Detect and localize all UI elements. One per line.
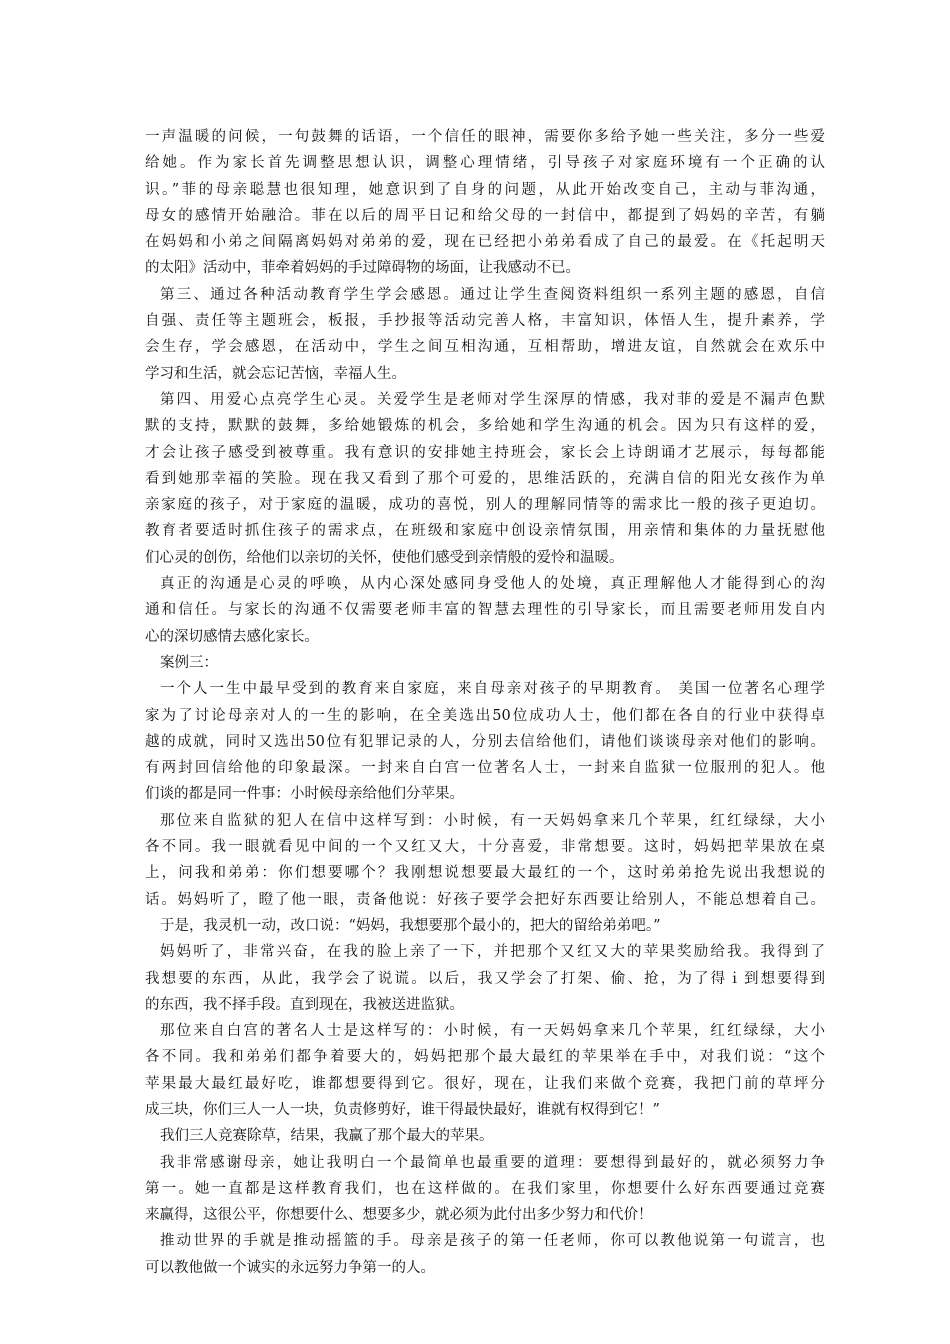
text-line: 识。”菲的母亲聪慧也很知理，她意识到了自身的问题，从此开始改变自己，主动与菲沟通， xyxy=(145,181,825,198)
text-line: 通和信任。与家长的沟通不仅需要老师丰富的智慧去理性的引导家长，而且需要老师用发自内 xyxy=(145,602,825,619)
text-line: 会生存，学会感恩，在活动中，学生之间互相沟通，互相帮助，增进友谊，自然就会在欢乐中 xyxy=(145,339,825,356)
text-line: 心的深切感情去感化家长。 xyxy=(145,628,319,645)
text-line: 越的成就，同时又选出50位有犯罪记录的人，分别去信给他们，请他们谈谈母亲对他们的影响。 xyxy=(145,733,825,750)
text-line: 推动世界的手就是推动摇篮的手。母亲是孩子的第一任老师，你可以教他说第一句谎言，也 xyxy=(160,1233,825,1250)
text-line: 来赢得，这很公平，你想要什么、想要多少，就必须为此付出多少努力和代价！ xyxy=(145,1207,653,1224)
text-line: 才会让孩子感受到被尊重。我有意识的安排她主持班会，家长会上诗朗诵才艺展示，每每都能 xyxy=(145,444,825,461)
text-line: 们心灵的创伤，给他们以亲切的关怀，使他们感受到亲情般的爱怜和温暖。 xyxy=(145,549,624,566)
text-line: 有两封回信给他的印象最深。一封来自白宫一位著名人士，一封来自监狱一位服刑的犯人。他 xyxy=(145,760,825,777)
text-line: 各不同。我一眼就看见中间的一个又红又大，十分喜爱，非常想要。这时，妈妈把苹果放在桌 xyxy=(145,839,825,856)
text-line: 上，问我和弟弟：你们想要哪个？我刚想说想要最大最红的一个，这时弟弟抢先说出我想说的 xyxy=(145,865,825,882)
text-line: 们谈的都是同一件事：小时候母亲给他们分苹果。 xyxy=(145,786,464,803)
text-line: 教育者要适时抓住孩子的需求点，在班级和家庭中创设亲情氛围，用亲情和集体的力量抚慰他 xyxy=(145,523,825,540)
text-line: 那位来自白宫的著名人士是这样写的：小时候，有一天妈妈拿来几个苹果，红红绿绿，大小 xyxy=(160,1023,825,1040)
text-line: 案例三： xyxy=(160,654,218,671)
text-line: 苹果最大最红最好吃，谁都想要得到它。很好，现在，让我们来做个竞赛，我把门前的草坪分 xyxy=(145,1075,825,1092)
text-line: 真正的沟通是心灵的呼唤，从内心深处感同身受他人的处境，真正理解他人才能得到心的沟 xyxy=(160,576,825,593)
text-line: 一个人一生中最早受到的教育来自家庭，来自母亲对孩子的早期教育。 美国一位著名心理学 xyxy=(160,681,825,698)
text-line: 可以教他做一个诚实的永远努力争第一的人。 xyxy=(145,1259,435,1276)
text-line: 我们三人竞赛除草，结果，我赢了那个最大的苹果。 xyxy=(160,1128,494,1145)
text-line: 家为了讨论母亲对人的一生的影响，在全美选出50位成功人士，他们都在各自的行业中获得卓 xyxy=(145,707,825,724)
text-line: 那位来自监狱的犯人在信中这样写到：小时候，有一天妈妈拿来几个苹果，红红绿绿，大小 xyxy=(160,812,825,829)
text-line: 第一。她一直都是这样教育我们，也在这样做的。在我们家里，你想要什么好东西要通过竞赛 xyxy=(145,1180,825,1197)
text-line: 学习和生活，就会忘记苦恼，幸福人生。 xyxy=(145,365,406,382)
text-line: 成三块，你们三人一人一块，负责修剪好，谁干得最快最好，谁就有权得到它！” xyxy=(145,1101,660,1118)
text-line: 我非常感谢母亲，她让我明白一个最简单也最重要的道理：要想得到最好的，就必须努力争 xyxy=(160,1154,825,1171)
text-line: 的东西，我不择手段。直到现在，我被送进监狱。 xyxy=(145,996,464,1013)
text-line: 母女的感情开始融洽。菲在以后的周平日记和给父母的一封信中，都提到了妈妈的辛苦，有躺 xyxy=(145,207,825,224)
text-line: 第三、通过各种活动教育学生学会感恩。通过让学生查阅资料组织一系列主题的感恩，自信 xyxy=(160,286,825,303)
text-line: 各不同。我和弟弟们都争着要大的，妈妈把那个最大最红的苹果举在手中，对我们说：“这个 xyxy=(145,1049,825,1066)
document-page xyxy=(145,124,825,1281)
text-line: 我想要的东西，从此，我学会了说谎。以后，我又学会了打架、偷、抢，为了得ｉ到想要得到 xyxy=(145,970,825,987)
text-line: 看到她那幸福的笑脸。现在我又看到了那个可爱的，思维活跃的，充满自信的阳光女孩作为单 xyxy=(145,470,825,487)
text-line: 第四、用爱心点亮学生心灵。关爱学生是老师对学生深厚的情感，我对菲的爱是不漏声色默 xyxy=(160,391,825,408)
text-line: 一声温暖的问候，一句鼓舞的话语，一个信任的眼神，需要你多给予她一些关注，多分一些爱 xyxy=(145,129,825,145)
text-line: 默的支持，默默的鼓舞，多给她锻炼的机会，多给她和学生沟通的机会。因为只有这样的爱， xyxy=(145,418,825,435)
text-line: 给她。作为家长首先调整思想认识，调整心理情绪，引导孩子对家庭环境有一个正确的认 xyxy=(145,155,825,172)
text-line: 在妈妈和小弟之间隔离妈妈对弟弟的爱，现在已经把小弟弟看成了自己的最爱。在《托起明天 xyxy=(145,234,825,251)
text-line: 话。妈妈听了，瞪了他一眼，责备他说：好孩子要学会把好东西要让给别人，不能总想着自己。 xyxy=(145,891,825,908)
text-line: 妈妈听了，非常兴奋，在我的脸上亲了一下，并把那个又红又大的苹果奖励给我。我得到了 xyxy=(160,944,825,961)
text-line: 于是，我灵机一动，改口说：“妈妈，我想要那个最小的，把大的留给弟弟吧。” xyxy=(160,917,661,934)
text-line: 的太阳》活动中，菲牵着妈妈的手过障碍物的场面，让我感动不已。 xyxy=(145,260,580,277)
text-line: 自强、责任等主题班会，板报，手抄报等活动完善人格，丰富知识，体悟人生，提升素养，学 xyxy=(145,313,825,330)
text-line: 亲家庭的孩子，对于家庭的温暖，成功的喜悦，别人的理解同情等的需求比一般的孩子更迫切。 xyxy=(145,497,825,514)
